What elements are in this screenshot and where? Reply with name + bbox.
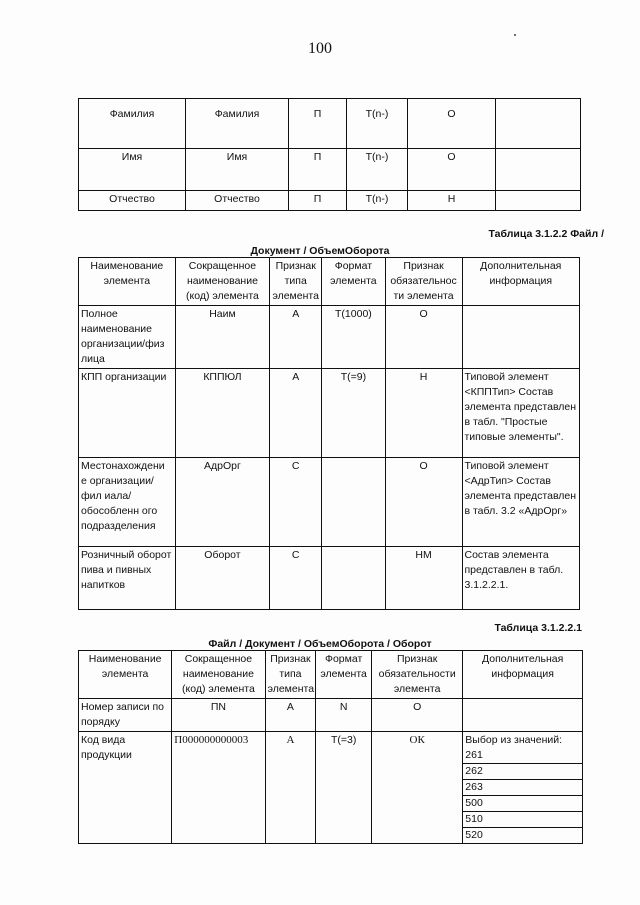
table-row [79, 306, 580, 369]
column-header: Признак типа элемента [265, 651, 316, 699]
cell: С [270, 547, 322, 610]
cell: Имя [186, 149, 289, 191]
cell: НМ [385, 547, 462, 610]
cell: Полное наименование организации/физ лица [79, 306, 176, 369]
table-row [79, 369, 580, 458]
cell: Код вида продукции [79, 732, 172, 844]
table-header-row [79, 651, 583, 699]
table-fio [78, 98, 581, 211]
cell: Отчество [79, 191, 186, 211]
column-header: Признак типа элемента [270, 258, 322, 306]
table-row [79, 547, 580, 610]
cell: Отчество [186, 191, 289, 211]
column-header: Сокращенное наименование (код) элемента [175, 258, 270, 306]
cell: О [408, 99, 496, 149]
cell: ОК [372, 732, 463, 844]
cell: Наим [175, 306, 270, 369]
cell: А [270, 369, 322, 458]
cell: Местонахождени е организации/фил иала/обособленн ого подразделения [79, 458, 176, 547]
cell [496, 191, 581, 211]
table-caption-title: Файл / Документ / ОбъемОборота / Оборот [208, 638, 432, 650]
scan-speck [514, 34, 516, 36]
table-oborot [78, 650, 583, 844]
cell: T(=9) [322, 369, 385, 458]
list-item: 263 [463, 779, 582, 795]
cell: Номер записи по порядку [79, 699, 172, 732]
cell: О [408, 149, 496, 191]
cell: Оборот [175, 547, 270, 610]
cell: АдрОрг [175, 458, 270, 547]
table-row [79, 458, 580, 547]
table-row [79, 699, 583, 732]
value-list [465, 748, 580, 843]
cell [496, 149, 581, 191]
table-obem-oborota [78, 257, 580, 610]
page-number: 100 [308, 40, 332, 57]
list-item: 261 [465, 749, 483, 761]
list-item: 510 [463, 811, 582, 827]
list-item: 262 [463, 763, 582, 779]
column-header: Признак обязательности элемента [372, 651, 463, 699]
table-caption-number: Таблица 3.1.2.2 Файл / [488, 228, 604, 240]
cell: О [385, 306, 462, 369]
cell: П [289, 99, 347, 149]
cell: С [270, 458, 322, 547]
column-header: Признак обязательнос ти элемента [385, 258, 462, 306]
cell: Имя [79, 149, 186, 191]
table-row [79, 99, 581, 149]
table-caption-title: Документ / ОбъемОборота [250, 245, 390, 257]
cell: Фамилия [79, 99, 186, 149]
cell [322, 458, 385, 547]
cell-values [463, 732, 583, 844]
cell: T(n-) [347, 149, 408, 191]
cell: T(=3) [316, 732, 372, 844]
cell: Типовой элемент <КППТип> Состав элемента представлен в табл. "Простые типовые элементы". [462, 369, 580, 458]
column-header: Формат элемента [322, 258, 385, 306]
table-row [79, 191, 581, 211]
cell: А [265, 732, 316, 844]
list-item: 520 [463, 827, 582, 843]
table-row [79, 732, 583, 844]
cell: О [385, 458, 462, 547]
column-header: Наименование элемента [79, 651, 172, 699]
cell [496, 99, 581, 149]
cell: А [270, 306, 322, 369]
table-row [79, 149, 581, 191]
cell: А [265, 699, 316, 732]
cell: Типовой элемент <АдрТип> Состав элемента представлен в табл. 3.2 «АдрОрг» [462, 458, 580, 547]
values-intro: Выбор из значений: [465, 734, 563, 746]
cell: T(n-) [347, 191, 408, 211]
list-item: 500 [463, 795, 582, 811]
cell: Н [385, 369, 462, 458]
column-header: Дополнительная информация [462, 258, 580, 306]
cell: T(n-) [347, 99, 408, 149]
cell: N [316, 699, 372, 732]
cell: КППЮЛ [175, 369, 270, 458]
cell: КПП организации [79, 369, 176, 458]
column-header: Дополнительная информация [463, 651, 583, 699]
cell: T(1000) [322, 306, 385, 369]
cell: Состав элемента представлен в табл. 3.1.2.2.1. [462, 547, 580, 610]
cell: Н [408, 191, 496, 211]
cell: ПN [172, 699, 265, 732]
cell: П000000000003 [172, 732, 265, 844]
column-header: Формат элемента [316, 651, 372, 699]
cell [322, 547, 385, 610]
column-header: Сокращенное наименование (код) элемента [172, 651, 265, 699]
cell: Розничный оборот пива и пивных напитков [79, 547, 176, 610]
cell: Фамилия [186, 99, 289, 149]
cell [463, 699, 583, 732]
cell: П [289, 149, 347, 191]
cell [462, 306, 580, 369]
cell: О [372, 699, 463, 732]
table-caption-number: Таблица 3.1.2.2.1 [494, 622, 582, 634]
table-header-row [79, 258, 580, 306]
cell: П [289, 191, 347, 211]
column-header: Наименование элемента [79, 258, 176, 306]
